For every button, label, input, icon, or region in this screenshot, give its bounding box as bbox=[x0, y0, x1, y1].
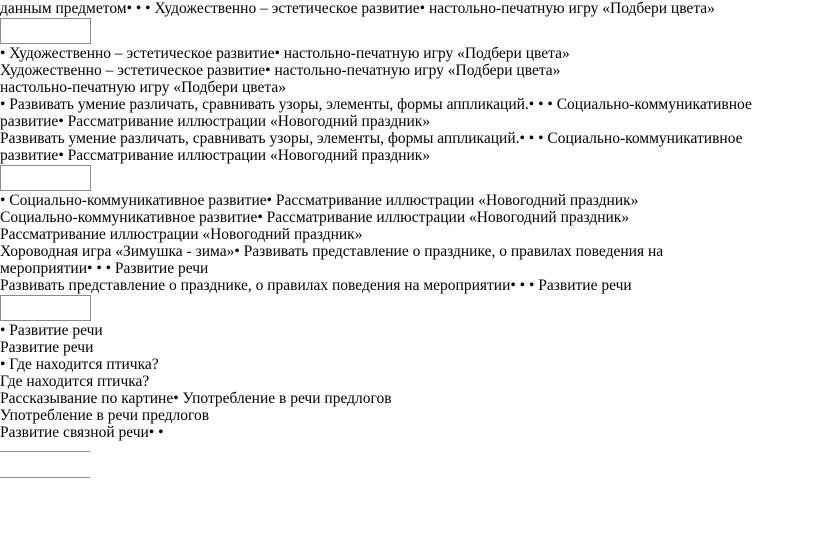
text-line-11: Рассматривание иллюстрации «Новогодний праздник» bbox=[0, 226, 363, 243]
text-line-13: мероприятии• • • Развитие речи bbox=[0, 260, 209, 277]
text-line-2: • Художественно – эстетическое развитие• настольно-печатную игру «Подбери цвета» bbox=[0, 45, 570, 62]
text-line-18: Где находится птичка? bbox=[0, 373, 150, 390]
text-line-5: • Развивать умение различать, сравнивать узоры, элементы, формы аппликаций.• • • Социально-коммуникативное bbox=[0, 96, 752, 113]
text-line-10: Социально-коммуникативное развитие• Рассматривание иллюстрации «Новогодний праздник» bbox=[0, 209, 630, 226]
text-line-14: Развивать представление о празднике, о правилах поведения на мероприятии• • • Развитие речи bbox=[0, 277, 632, 294]
divider-line-1 bbox=[0, 451, 90, 452]
empty-field-box-2 bbox=[0, 165, 91, 191]
text-line-8: развитие• Рассматривание иллюстрации «Новогодний праздник» bbox=[0, 147, 431, 164]
text-line-15: • Развитие речи bbox=[0, 322, 103, 339]
text-line-19: Рассказывание по картине• Употребление в речи предлогов bbox=[0, 390, 392, 407]
text-line-4: настольно-печатную игру «Подбери цвета» bbox=[0, 79, 286, 96]
text-line-7: Развивать умение различать, сравнивать узоры, элементы, формы аппликаций.• • • Социально-коммуникативное bbox=[0, 130, 743, 147]
text-line-12: Хороводная игра «Зимушка - зима»• Развивать представление о празднике, о правилах поведения на bbox=[0, 243, 664, 260]
divider-line-2 bbox=[0, 477, 90, 478]
empty-field-box-3 bbox=[0, 295, 91, 321]
text-line-6: развитие• Рассматривание иллюстрации «Новогодний праздник» bbox=[0, 113, 431, 130]
empty-field-box-1 bbox=[0, 18, 91, 44]
text-line-17: • Где находится птичка? bbox=[0, 356, 159, 373]
text-line-9: • Социально-коммуникативное развитие• Рассматривание иллюстрации «Новогодний праздник» bbox=[0, 192, 639, 209]
text-line-21: Развитие связной речи• • bbox=[0, 424, 164, 441]
text-line-1: данным предметом• • • Художественно – эстетическое развитие• настольно-печатную игру «Подбери цвета» bbox=[0, 0, 715, 17]
text-line-20: Употребление в речи предлогов bbox=[0, 407, 210, 424]
text-line-16: Развитие речи bbox=[0, 339, 94, 356]
text-line-3: Художественно – эстетическое развитие• настольно-печатную игру «Подбери цвета» bbox=[0, 62, 561, 79]
